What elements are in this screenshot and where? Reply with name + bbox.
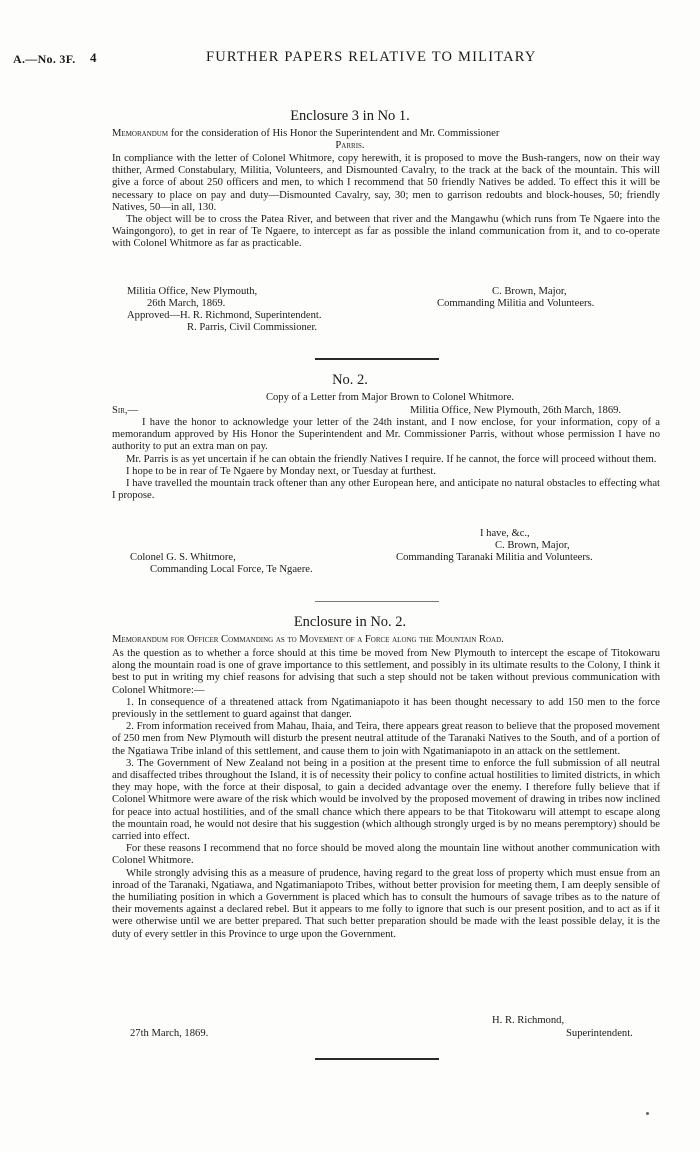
paragraph: As the question as to whether a force should at this time be moved from New Plymouth to intercept the escape of Titokowaru along the mountain road is one of grave importance to this settlement, and possibly in its ultimate results to the Colony, I think it best to put in writing my chief reasons for advising that such a step should not be taken without previous communication with Colonel Whitmore:— (112, 648, 660, 696)
approval-line: Approved—H. R. Richmond, Superintendent. (127, 310, 322, 321)
paragraph: The object will be to cross the Patea River, and between that river and the Mangawhu (which runs from Te Ngaere into the Waingongoro), to get in rear of Te Ngaere, to intercept as far as possible the inland communication from it, and to co-operate with Colonel Whitmore as far as practicable. (112, 214, 660, 250)
closing: I have, &c., (480, 528, 530, 539)
paragraph: I hope to be in rear of Te Ngaere by Monday next, or Tuesday at furthest. (126, 465, 437, 477)
signature-name: C. Brown, Major, (492, 286, 567, 297)
signature-name: H. R. Richmond, (492, 1015, 565, 1026)
date-line: 27th March, 1869. (130, 1028, 209, 1039)
letter-2-title: No. 2. (332, 372, 368, 388)
running-header (0, 50, 700, 70)
enclosure-2-title: Enclosure in No. 2. (293, 614, 407, 630)
signature-title: Superintendent. (566, 1028, 633, 1039)
date-line: 26th March, 1869. (147, 298, 226, 309)
place-line: Militia Office, New Plymouth, (127, 286, 258, 297)
paragraph: For these reasons I recommend that no force should be moved along the mountain line without another communication with Colonel Whitmore. (112, 843, 660, 867)
section-rule (315, 601, 439, 602)
running-title: FURTHER PAPERS RELATIVE TO MILITARY (206, 49, 537, 65)
numbered-item: 2. From information received from Mahau, Ihaia, and Teira, there appears great reason to believe that the proposed movement of 250 men from New Plymouth will disturb the present neutral attitude of the Taranaki Natives to the South, and of a portion of the Ngatiawa Tribe inland of this settlement, and cause them to join with Ngatimaniapoto in an attack on the settlement. (112, 721, 660, 757)
signature-title: Commanding Militia and Volunteers. (437, 298, 595, 309)
letter-2-body (112, 417, 660, 502)
enclosure-1-memo-heading (112, 128, 660, 140)
memo-heading-continuation: Parris. (335, 140, 365, 151)
enclosure-1-title: Enclosure 3 in No 1. (290, 108, 410, 124)
paragraph: In compliance with the letter of Colonel Whitmore, copy herewith, it is proposed to move the Bush-rangers, now on their way thither, Armed Constabulary, Militia, Volunteers, and Dismounted Cavalry, to the track at the back of the mountain. This will give a force of about 250 officers and men, to which I recommend that 50 friendly Natives be added. To effect this it will be necessary to place on pay and duty—Dismounted Cavalry, say, 30; men to garrison redoubts and block-houses, 50; friendly Natives, 50—in all, 130. (112, 153, 660, 213)
addressee-title: Commanding Local Force, Te Ngaere. (150, 564, 313, 575)
paragraph: I have the honor to acknowledge your letter of the 24th instant, and I now enclose, for your information, copy of a memorandum approved by His Honor the Superintendent and Mr. Commissioner Parris, without whose permission I have no authority to put an extra man on pay. (112, 417, 660, 453)
enclosure-1-body (112, 153, 660, 251)
section-rule (315, 1058, 439, 1060)
page-number: 4 (90, 50, 97, 65)
signature-name: C. Brown, Major, (495, 540, 570, 551)
numbered-item: 1. In consequence of a threatened attack from Ngatimaniapoto it has been thought necessary to add 150 men to the force previously in the settlement to guard against that danger. (112, 696, 660, 721)
approval-line-2: R. Parris, Civil Commissioner. (187, 322, 318, 333)
paragraph: While strongly advising this as a measure of prudence, having regard to the great loss of property which must ensue from an inroad of the Taranaki, Ngatiawa, and Ngatimaniapoto Tribes, without better provision for meeting them, I am deeply sensible of the humiliating position in which a Government is placed which has to consult the humours of savage tribes as to the nature of their movements against a declared rebel. But it appears to me folly to ignore that such is our present position, and to act as if it were otherwise until we are better prepared. That such better preparation should be made with the least possible delay, it is the duty of every settler in this Province to urge upon the Government. (112, 867, 660, 940)
paragraph: I have travelled the mountain track oftener than any other European here, and anticipate no natural obstacles to effecting what I propose. (112, 478, 660, 502)
signature-title: Commanding Taranaki Militia and Volunteers. (396, 552, 593, 563)
addressee: Colonel G. S. Whitmore, (130, 552, 236, 563)
letter-place-date: Militia Office, New Plymouth, 26th March, 1869. (410, 405, 622, 416)
page-speck (646, 1112, 649, 1115)
section-rule (315, 358, 439, 360)
memo-label: Memorandum (112, 128, 169, 139)
memo-heading-text: for the consideration of His Honor the Superintendent and Mr. Commissioner (168, 128, 500, 139)
paragraph: Mr. Parris is as yet uncertain if he can obtain the friendly Natives I require. If he cannot, the force will proceed without them. (126, 453, 657, 465)
memo-label: Memorandum (112, 634, 169, 645)
memo-heading-text: for Officer Commanding as to Movement of a Force along the Mountain Road. (168, 634, 504, 645)
numbered-item: 3. The Government of New Zealand not being in a position at the present time to enforce the full submission of all neutral and disaffected tribes throughout the Island, it is of necessity their policy to confine actual hostilities to limited districts, in which they may hope, with the force at their disposal, to gain a decided advantage over the enemy. I therefore fully believe that if Colonel Whitmore were aware of the risk which would be involved by the proposed movement of drawing in tribes now inclined for peace into actual hostilities, and of the small chance which there appears to be that Titokowaru will attempt to escape along the mountain road, he would not desire that his suggestion (which although strongly urged is by no means peremptory) should be carried into effect. (112, 757, 660, 843)
salutation: Sir,— (112, 405, 139, 416)
letter-2-subtitle: Copy of a Letter from Major Brown to Colonel Whitmore. (265, 392, 515, 403)
enclosure-2-body (112, 648, 660, 941)
paper-reference: A.—No. 3F. (13, 52, 76, 66)
enclosure-2-memo-heading (112, 634, 660, 646)
